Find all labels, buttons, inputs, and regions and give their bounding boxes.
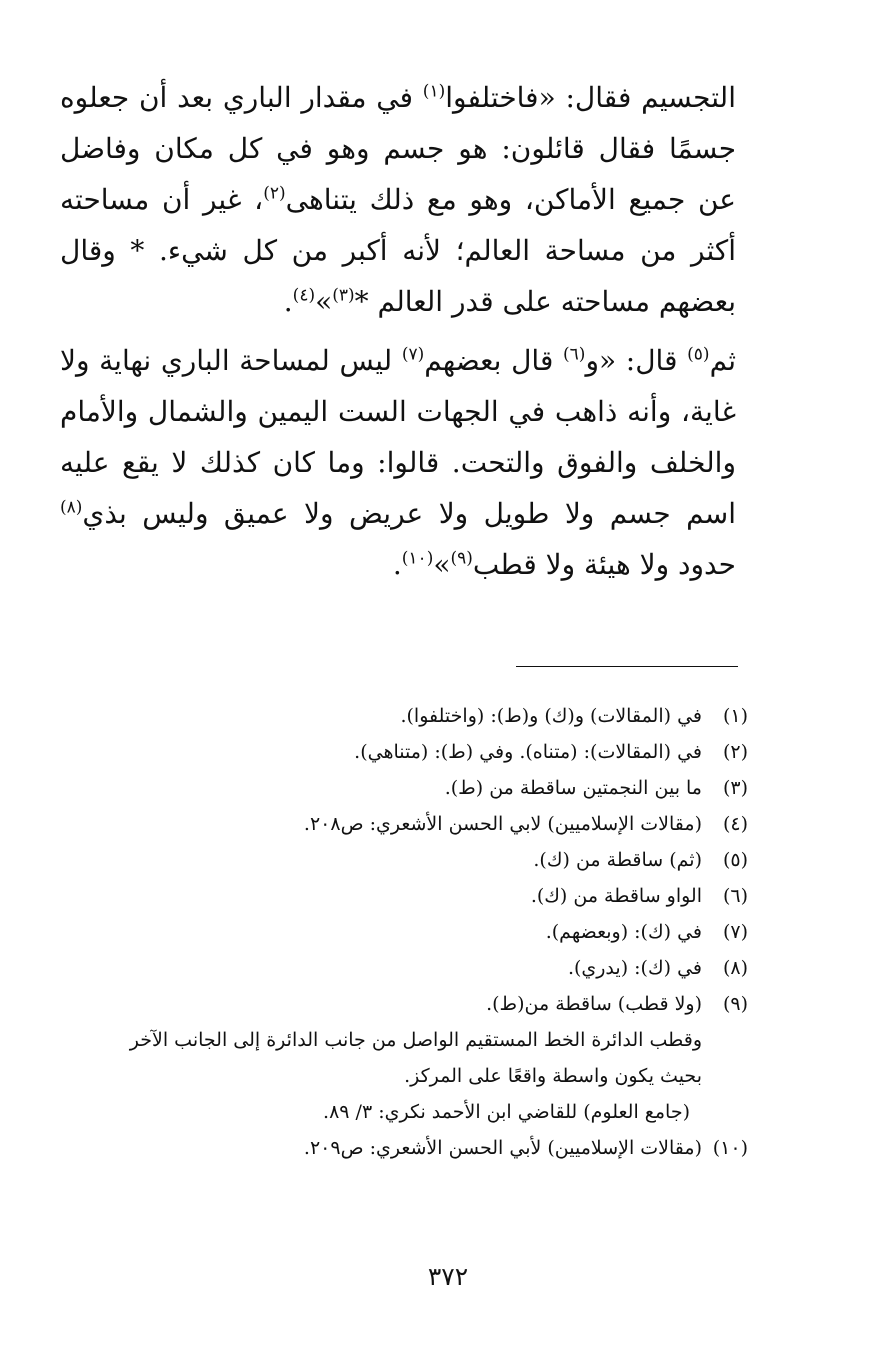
footnote-ref: (٢)	[263, 183, 286, 204]
footnote-ref: (٥)	[687, 344, 710, 365]
footnote-text: في (المقالات): (متناه). وفي (ط): (متناهي).	[354, 741, 702, 763]
footnote-item	[58, 878, 748, 914]
footnote-item	[58, 1130, 748, 1166]
footnote-text: ما بين النجمتين ساقطة من (ط).	[444, 777, 702, 799]
footnote-item	[58, 770, 748, 806]
text-run: »	[433, 548, 451, 581]
text-run: قال بعضهم	[424, 344, 564, 377]
footnote-ref: (٦)	[563, 344, 586, 365]
text-run: قال: «و	[585, 344, 688, 377]
footnote-ref: (٤)	[292, 285, 316, 306]
footnote-ref: (١)	[422, 81, 446, 102]
footnote-item	[58, 914, 748, 950]
footnote-continuation: وقطب الدائرة الخط المستقيم الواصل من جانب الدائرة إلى الجانب الآخر	[129, 1029, 702, 1051]
footnote-item	[58, 842, 748, 878]
page-number: ٣٧٢	[427, 1262, 469, 1291]
text-run: حدود ولا هيئة ولا قطب	[472, 548, 736, 581]
footnote-ref: (٩)	[450, 548, 473, 569]
footnote-number: (٢)	[722, 741, 748, 763]
text-run: في مقدار الباري بعد أن جعلوه جسمًا فقال قائلون: هو جسم وهو في كل مكان وفاضل عن جميع الأماكن، وهو مع ذلك يتناهى	[60, 81, 736, 216]
footnote-item	[58, 734, 748, 770]
footnote-ref: (٧)	[401, 344, 425, 365]
footnote-text: في (المقالات) و(ك) و(ط): (واختلفوا).	[400, 705, 702, 727]
footnote-ref: (٨)	[60, 497, 83, 518]
text-run: ثم	[709, 344, 736, 377]
footnote-number: (٩)	[722, 993, 748, 1015]
footnote-ref: (١٠)	[401, 548, 434, 569]
footnote-number: (١٠)	[712, 1137, 748, 1159]
paragraph-2	[60, 335, 736, 590]
footnote-number: (٤)	[722, 813, 748, 835]
footnote-item	[58, 950, 748, 986]
footnote-separator	[516, 666, 738, 667]
footnote-text: الواو ساقطة من (ك).	[530, 885, 702, 907]
footnote-text: في (ك): (وبعضهم).	[545, 921, 702, 943]
footnote-text: في (ك): (يدري).	[567, 957, 702, 979]
footnote-item	[58, 806, 748, 842]
footnote-item	[58, 986, 748, 1022]
footnote-source: (جامع العلوم) للقاضي ابن الأحمد نكري: ٣/ ٨٩.	[323, 1101, 690, 1123]
footnote-number: (٨)	[722, 957, 748, 979]
footnote-number: (١)	[722, 705, 748, 727]
footnote-continuation: بحيث يكون واسطة واقعًا على المركز.	[404, 1065, 702, 1087]
footnote-item	[58, 698, 748, 734]
footnote-text: (ثم) ساقطة من (ك).	[533, 849, 702, 871]
text-run: »	[315, 285, 333, 318]
footnote-text: (مقالات الإسلاميين) لابي الحسن الأشعري: ص٢٠٨.	[303, 813, 702, 835]
footnote-number: (٧)	[722, 921, 748, 943]
text-run: .	[392, 548, 402, 581]
main-text	[60, 72, 736, 590]
footnote-number: (٣)	[722, 777, 748, 799]
footnote-number: (٦)	[722, 885, 748, 907]
footnotes	[58, 698, 748, 1166]
footnote-number: (٥)	[722, 849, 748, 871]
paragraph-1	[60, 72, 736, 327]
text-run: ليس لمساحة الباري نهاية ولا غاية، وأنه ذاهب في الجهات الست اليمين والشمال والأمام والخلف والفوق والتحت. قالوا: وما كان كذلك لا يقع عليه اسم جسم ولا طويل ولا عريض ولا عميق وليس بذي	[60, 344, 736, 530]
footnote-ref: (٣)	[332, 285, 355, 306]
text-run: ، غير أن مساحته أكثر من مساحة العالم؛ لأنه أكبر من كل شيء. * وقال بعضهم مساحته على قدر العالم *	[60, 183, 737, 318]
text-run: .	[283, 285, 293, 318]
text-run: التجسيم فقال: «فاختلفوا	[445, 81, 736, 114]
footnote-text: (مقالات الإسلاميين) لأبي الحسن الأشعري: ص٢٠٩.	[303, 1137, 702, 1159]
footnote-text: (ولا قطب) ساقطة من(ط).	[486, 993, 702, 1015]
